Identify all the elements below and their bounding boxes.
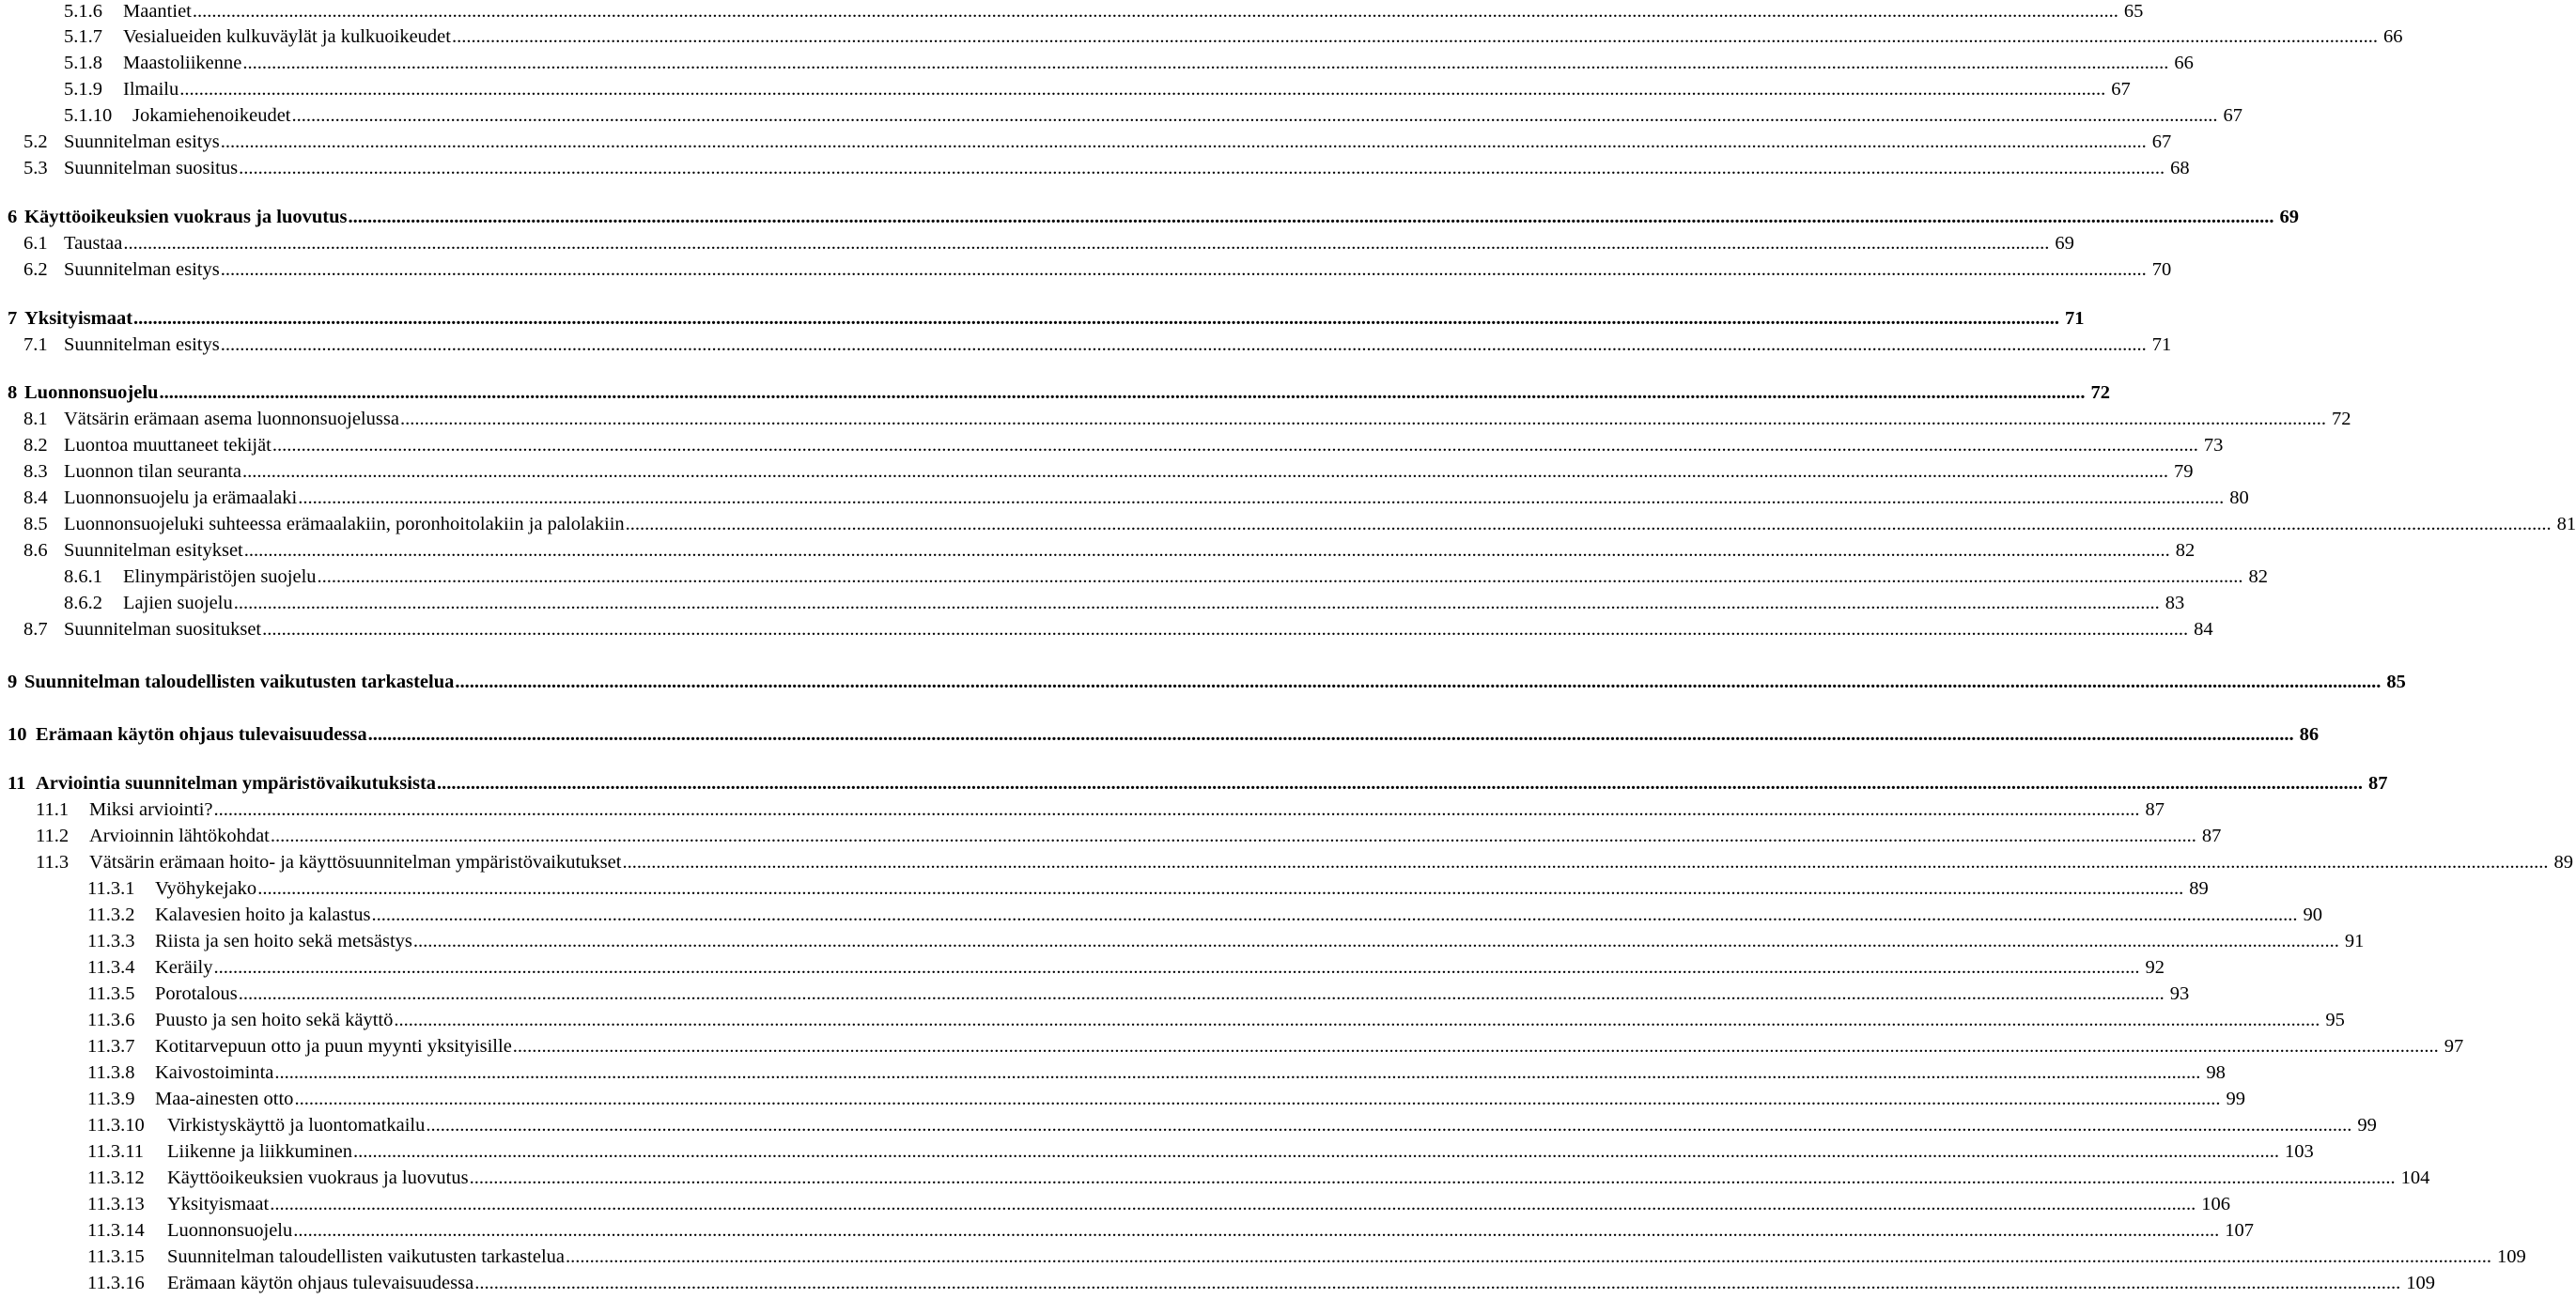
toc-entry-number: 8.2 xyxy=(23,435,48,456)
toc-entry xyxy=(0,904,2322,926)
toc-entry xyxy=(0,930,2365,952)
toc-entry-number: 11.3.12 xyxy=(87,1168,145,1188)
toc-entry xyxy=(0,1219,2254,1242)
toc-entry xyxy=(0,157,2190,179)
toc-entry xyxy=(0,78,2131,101)
toc-entry-page-number: 82 xyxy=(2175,540,2196,561)
toc-entry-page-number: 98 xyxy=(2206,1062,2226,1083)
toc-entry-number: 11.2 xyxy=(36,826,70,846)
toc-entry-title: Yksityismaat xyxy=(167,1194,270,1214)
toc-entry-number: 8.6.1 xyxy=(64,566,102,587)
toc-entry-title: Kalavesien hoito ja kalastus xyxy=(155,905,371,925)
toc-entry-title: Maa-ainesten otto xyxy=(155,1089,294,1109)
toc-entry-page-number: 85 xyxy=(2386,672,2406,692)
toc-entry-title: Liikenne ja liikkuminen xyxy=(167,1141,352,1162)
toc-entry-number: 11.3.7 xyxy=(87,1036,135,1057)
toc-entry xyxy=(0,671,2406,693)
toc-entry-page-number: 89 xyxy=(2189,878,2209,899)
dot-leader: ................................................................................................................................................................................................................................................................................................................................................................................................................ xyxy=(455,672,2382,692)
dot-leader: ................................................................................................................................................................................................................................................................................................................................................................................................................ xyxy=(451,26,2378,47)
toc-entry-number: 6.2 xyxy=(23,259,48,280)
toc-entry-page-number: 87 xyxy=(2145,799,2165,820)
toc-entry xyxy=(0,1245,2526,1268)
dot-leader: ................................................................................................................................................................................................................................................................................................................................................................................................................ xyxy=(298,487,2225,508)
toc-entry-title: Erämaan käytön ohjaus tulevaisuudessa xyxy=(167,1273,474,1293)
toc-entry-title: Käyttöoikeuksien vuokraus ja luovutus xyxy=(167,1168,469,1188)
toc-entry-number: 8.4 xyxy=(23,487,48,508)
dot-leader: ................................................................................................................................................................................................................................................................................................................................................................................................................ xyxy=(348,207,2274,227)
toc-entry-page-number: 82 xyxy=(2248,566,2269,587)
toc-entry-number: 11.1 xyxy=(36,799,70,820)
toc-entry-title: Taustaa xyxy=(64,233,123,254)
toc-entry xyxy=(0,333,2172,356)
dot-leader: ................................................................................................................................................................................................................................................................................................................................................................................................................ xyxy=(123,233,2050,254)
dot-leader: ................................................................................................................................................................................................................................................................................................................................................................................................................ xyxy=(133,308,2060,329)
toc-entry-page-number: 69 xyxy=(2055,233,2074,254)
toc-entry-title: Puusto ja sen hoito sekä käyttö xyxy=(155,1010,394,1030)
toc-entry-page-number: 72 xyxy=(2090,382,2110,403)
dot-leader: ................................................................................................................................................................................................................................................................................................................................................................................................................ xyxy=(352,1141,2279,1162)
dot-leader: ................................................................................................................................................................................................................................................................................................................................................................................................................ xyxy=(412,931,2339,951)
toc-entry-page-number: 66 xyxy=(2174,53,2194,73)
toc-entry-page-number: 103 xyxy=(2284,1141,2314,1162)
toc-entry-number: 8.3 xyxy=(23,461,48,482)
toc-entry xyxy=(0,592,2185,614)
toc-entry xyxy=(0,798,2165,821)
dot-leader: ................................................................................................................................................................................................................................................................................................................................................................................................................ xyxy=(437,773,2364,794)
toc-entry-page-number: 93 xyxy=(2169,983,2190,1004)
dot-leader: ................................................................................................................................................................................................................................................................................................................................................................................................................ xyxy=(239,158,2165,178)
toc-entry-title: Luonnon tilan seuranta xyxy=(64,461,242,482)
dot-leader: ................................................................................................................................................................................................................................................................................................................................................................................................................ xyxy=(291,105,2218,126)
toc-entry-number: 5.2 xyxy=(23,131,48,152)
toc-entry xyxy=(0,723,2320,746)
toc-entry-number: 8.1 xyxy=(23,409,48,429)
dot-leader: ................................................................................................................................................................................................................................................................................................................................................................................................................ xyxy=(274,1062,2201,1083)
toc-entry-number: 10 xyxy=(8,724,27,745)
toc-entry-title: Arvioinnin lähtökohdat xyxy=(89,826,270,846)
toc-entry-title: Kotitarvepuun otto ja puun myynti yksityisille xyxy=(155,1036,512,1057)
dot-leader: ................................................................................................................................................................................................................................................................................................................................................................................................................ xyxy=(213,799,2140,820)
toc-entry-page-number: 109 xyxy=(2497,1246,2526,1267)
toc-entry-page-number: 109 xyxy=(2406,1273,2435,1293)
dot-leader: ................................................................................................................................................................................................................................................................................................................................................................................................................ xyxy=(426,1115,2352,1136)
dot-leader: ................................................................................................................................................................................................................................................................................................................................................................................................................ xyxy=(394,1010,2320,1030)
toc-entry-number: 11.3.14 xyxy=(87,1220,145,1241)
toc-entry xyxy=(0,1088,2245,1110)
toc-entry-number: 8 xyxy=(8,382,18,403)
toc-entry-number: 11.3.16 xyxy=(87,1273,145,1293)
toc-entry-page-number: 70 xyxy=(2151,259,2172,280)
toc-entry xyxy=(0,460,2194,483)
dot-leader: ................................................................................................................................................................................................................................................................................................................................................................................................................ xyxy=(243,540,2170,561)
dot-leader: ................................................................................................................................................................................................................................................................................................................................................................................................................ xyxy=(270,1194,2196,1214)
toc-entry-number: 11.3.8 xyxy=(87,1062,135,1083)
toc-entry-page-number: 107 xyxy=(2225,1220,2254,1241)
dot-leader: ................................................................................................................................................................................................................................................................................................................................................................................................................ xyxy=(293,1220,2220,1241)
toc-entry-page-number: 67 xyxy=(2151,131,2172,152)
toc-entry-title: Suunnitelman taloudellisten vaikutusten tarkastelua xyxy=(24,672,455,692)
dot-leader: ................................................................................................................................................................................................................................................................................................................................................................................................................ xyxy=(242,53,2169,73)
toc-entry-title: Suunnitelman esitys xyxy=(64,131,220,152)
toc-entry-number: 5.1.6 xyxy=(64,1,102,22)
toc-entry-page-number: 90 xyxy=(2303,905,2322,925)
toc-entry-number: 9 xyxy=(8,672,18,692)
toc-entry-number: 5.1.9 xyxy=(64,79,102,100)
toc-entry-page-number: 95 xyxy=(2325,1010,2345,1030)
toc-entry xyxy=(0,307,2085,330)
toc-entry-page-number: 86 xyxy=(2299,724,2320,745)
toc-entry-page-number: 72 xyxy=(2331,409,2351,429)
toc-entry-number: 7.1 xyxy=(23,334,48,355)
dot-leader: ................................................................................................................................................................................................................................................................................................................................................................................................................ xyxy=(270,826,2196,846)
toc-entry-page-number: 66 xyxy=(2382,26,2403,47)
dot-leader: ................................................................................................................................................................................................................................................................................................................................................................................................................ xyxy=(317,566,2243,587)
toc-entry xyxy=(0,956,2165,979)
toc-entry xyxy=(0,25,2403,48)
toc-entry xyxy=(0,513,2576,535)
toc-entry-number: 11.3.9 xyxy=(87,1089,135,1109)
toc-entry-number: 11.3.6 xyxy=(87,1010,135,1030)
dot-leader: ................................................................................................................................................................................................................................................................................................................................................................................................................ xyxy=(399,409,2326,429)
toc-entry xyxy=(0,851,2573,874)
toc-entry xyxy=(0,487,2249,509)
toc-entry-page-number: 84 xyxy=(2194,619,2213,640)
toc-entry-title: Käyttöoikeuksien vuokraus ja luovutus xyxy=(24,207,348,227)
toc-entry xyxy=(0,131,2172,153)
toc-entry-number: 8.6.2 xyxy=(64,593,102,613)
toc-entry-number: 5.3 xyxy=(23,158,48,178)
toc-entry-number: 11.3.1 xyxy=(87,878,135,899)
dot-leader: ................................................................................................................................................................................................................................................................................................................................................................................................................ xyxy=(242,461,2169,482)
toc-entry-number: 11.3.15 xyxy=(87,1246,145,1267)
toc-entry-title: Jokamiehenoikeudet xyxy=(132,105,291,126)
dot-leader: ................................................................................................................................................................................................................................................................................................................................................................................................................ xyxy=(262,619,2189,640)
toc-entry-title: Virkistyskäyttö ja luontomatkailu xyxy=(167,1115,426,1136)
toc-entry xyxy=(0,1061,2226,1084)
toc-entry-title: Luontoa muuttaneet tekijät xyxy=(64,435,272,456)
toc-entry-title: Miksi arviointi? xyxy=(89,799,213,820)
toc-entry-page-number: 79 xyxy=(2174,461,2194,482)
toc-entry xyxy=(0,1193,2230,1215)
toc-entry-page-number: 69 xyxy=(2279,207,2299,227)
toc-entry-page-number: 68 xyxy=(2170,158,2190,178)
toc-entry-page-number: 80 xyxy=(2229,487,2249,508)
toc-entry xyxy=(0,877,2209,900)
toc-entry-title: Yksityismaat xyxy=(24,308,133,329)
toc-entry-title: Maantiet xyxy=(123,1,192,22)
toc-entry-number: 11.3.13 xyxy=(87,1194,145,1214)
dot-leader: ................................................................................................................................................................................................................................................................................................................................................................................................................ xyxy=(220,131,2147,152)
toc-entry xyxy=(0,258,2172,281)
toc-entry xyxy=(0,565,2269,588)
toc-entry-page-number: 97 xyxy=(2444,1036,2464,1057)
toc-entry-title: Kaivostoiminta xyxy=(155,1062,274,1083)
dot-leader: ................................................................................................................................................................................................................................................................................................................................................................................................................ xyxy=(192,1,2118,22)
toc-entry xyxy=(0,0,2144,23)
toc-entry xyxy=(0,104,2243,127)
toc-entry-page-number: 92 xyxy=(2145,957,2165,978)
dot-leader: ................................................................................................................................................................................................................................................................................................................................................................................................................ xyxy=(238,983,2165,1004)
dot-leader: ................................................................................................................................................................................................................................................................................................................................................................................................................ xyxy=(179,79,2106,100)
toc-entry-title: Suunnitelman esitys xyxy=(64,259,220,280)
toc-entry-number: 11.3.11 xyxy=(87,1141,144,1162)
toc-entry xyxy=(0,618,2213,641)
toc-entry-number: 11.3.10 xyxy=(87,1115,145,1136)
toc-entry-title: Luonnonsuojelu ja erämaalaki xyxy=(64,487,298,508)
toc-entry-page-number: 71 xyxy=(2065,308,2085,329)
toc-entry xyxy=(0,434,2224,456)
toc-entry xyxy=(0,232,2074,255)
toc-entry-title: Suunnitelman taloudellisten vaikutusten tarkastelua xyxy=(167,1246,566,1267)
toc-entry-page-number: 73 xyxy=(2203,435,2224,456)
toc-entry-title: Maastoliikenne xyxy=(123,53,242,73)
toc-entry-number: 11 xyxy=(8,773,26,794)
toc-entry xyxy=(0,1114,2377,1137)
toc-entry xyxy=(0,539,2196,562)
toc-entry-number: 5.1.7 xyxy=(64,26,102,47)
toc-entry-page-number: 99 xyxy=(2357,1115,2377,1136)
toc-entry-number: 5.1.8 xyxy=(64,53,102,73)
dot-leader: ................................................................................................................................................................................................................................................................................................................................................................................................................ xyxy=(625,514,2552,534)
toc-entry-title: Vätsärin erämaan asema luonnonsuojelussa xyxy=(64,409,399,429)
toc-entry xyxy=(0,1035,2464,1058)
toc-entry-number: 5.1.10 xyxy=(64,105,113,126)
toc-entry xyxy=(0,52,2194,74)
dot-leader: ................................................................................................................................................................................................................................................................................................................................................................................................................ xyxy=(220,259,2147,280)
toc-entry-title: Riista ja sen hoito sekä metsästys xyxy=(155,931,412,951)
dot-leader: ................................................................................................................................................................................................................................................................................................................................................................................................................ xyxy=(272,435,2198,456)
toc-entry-number: 6 xyxy=(8,207,18,227)
toc-entry xyxy=(0,408,2351,430)
toc-entry-title: Keräily xyxy=(155,957,213,978)
toc-entry-number: 11.3.2 xyxy=(87,905,135,925)
toc-entry xyxy=(0,982,2190,1005)
toc-entry-number: 8.7 xyxy=(23,619,48,640)
toc-entry-title: Vesialueiden kulkuväylät ja kulkuoikeudet xyxy=(123,26,451,47)
toc-entry-number: 6.1 xyxy=(23,233,48,254)
toc-entry xyxy=(0,1272,2435,1294)
toc-entry xyxy=(0,825,2222,847)
toc-entry-number: 11.3 xyxy=(36,852,70,873)
toc-entry-title: Arviointia suunnitelman ympäristövaikutuksista xyxy=(36,773,437,794)
dot-leader: ................................................................................................................................................................................................................................................................................................................................................................................................................ xyxy=(512,1036,2439,1057)
toc-entry-title: Erämaan käytön ohjaus tulevaisuudessa xyxy=(36,724,367,745)
toc-entry-page-number: 67 xyxy=(2223,105,2243,126)
toc-entry-title: Porotalous xyxy=(155,983,238,1004)
toc-entry-number: 11.3.5 xyxy=(87,983,135,1004)
toc-entry-page-number: 104 xyxy=(2400,1168,2430,1188)
toc-entry-title: Vyöhykejako xyxy=(155,878,257,899)
toc-entry-title: Luonnonsuojelu xyxy=(24,382,159,403)
toc-entry-title: Lajien suojelu xyxy=(123,593,233,613)
dot-leader: ................................................................................................................................................................................................................................................................................................................................................................................................................ xyxy=(294,1089,2221,1109)
toc-entry-title: Vätsärin erämaan hoito- ja käyttösuunnitelman ympäristövaikutukset xyxy=(89,852,622,873)
toc-entry xyxy=(0,772,2388,795)
toc-entry-title: Suunnitelman suositus xyxy=(64,158,239,178)
dot-leader: ................................................................................................................................................................................................................................................................................................................................................................................................................ xyxy=(367,724,2294,745)
toc-entry-number: 11.3.3 xyxy=(87,931,135,951)
toc-entry-page-number: 83 xyxy=(2165,593,2185,613)
toc-entry-page-number: 89 xyxy=(2553,852,2573,873)
toc-entry-title: Ilmailu xyxy=(123,79,179,100)
toc-entry xyxy=(0,206,2299,228)
toc-entry-title: Elinympäristöjen suojelu xyxy=(123,566,317,587)
toc-entry xyxy=(0,1167,2430,1189)
toc-entry-number: 8.5 xyxy=(23,514,48,534)
toc-entry xyxy=(0,1140,2314,1163)
dot-leader: ................................................................................................................................................................................................................................................................................................................................................................................................................ xyxy=(220,334,2147,355)
dot-leader: ................................................................................................................................................................................................................................................................................................................................................................................................................ xyxy=(159,382,2086,403)
toc-entry-page-number: 71 xyxy=(2151,334,2172,355)
dot-leader: ................................................................................................................................................................................................................................................................................................................................................................................................................ xyxy=(566,1246,2492,1267)
toc-entry-number: 11.3.4 xyxy=(87,957,135,978)
toc-entry xyxy=(0,1009,2345,1031)
dot-leader: ................................................................................................................................................................................................................................................................................................................................................................................................................ xyxy=(371,905,2298,925)
dot-leader: ................................................................................................................................................................................................................................................................................................................................................................................................................ xyxy=(622,852,2549,873)
toc-entry-page-number: 65 xyxy=(2123,1,2144,22)
dot-leader: ................................................................................................................................................................................................................................................................................................................................................................................................................ xyxy=(233,593,2160,613)
toc-entry-page-number: 106 xyxy=(2201,1194,2230,1214)
toc-entry-page-number: 99 xyxy=(2226,1089,2245,1109)
toc-entry-page-number: 91 xyxy=(2344,931,2365,951)
toc-entry xyxy=(0,381,2110,404)
toc-entry-title: Suunnitelman esitys xyxy=(64,334,220,355)
toc-entry-page-number: 87 xyxy=(2368,773,2388,794)
toc-entry-page-number: 87 xyxy=(2201,826,2222,846)
toc-entry-number: 7 xyxy=(8,308,18,329)
toc-entry-page-number: 81 xyxy=(2556,514,2576,534)
dot-leader: ................................................................................................................................................................................................................................................................................................................................................................................................................ xyxy=(469,1168,2396,1188)
toc-entry-title: Suunnitelman suositukset xyxy=(64,619,262,640)
dot-leader: ................................................................................................................................................................................................................................................................................................................................................................................................................ xyxy=(474,1273,2401,1293)
toc-entry-title: Luonnonsuojelu xyxy=(167,1220,293,1241)
toc-entry-number: 8.6 xyxy=(23,540,48,561)
dot-leader: ................................................................................................................................................................................................................................................................................................................................................................................................................ xyxy=(257,878,2184,899)
toc-entry-page-number: 67 xyxy=(2111,79,2131,100)
dot-leader: ................................................................................................................................................................................................................................................................................................................................................................................................................ xyxy=(213,957,2140,978)
toc-entry-title: Luonnonsuojeluki suhteessa erämaalakiin, poronhoitolakiin ja palolakiin xyxy=(64,514,625,534)
toc-entry-title: Suunnitelman esitykset xyxy=(64,540,243,561)
